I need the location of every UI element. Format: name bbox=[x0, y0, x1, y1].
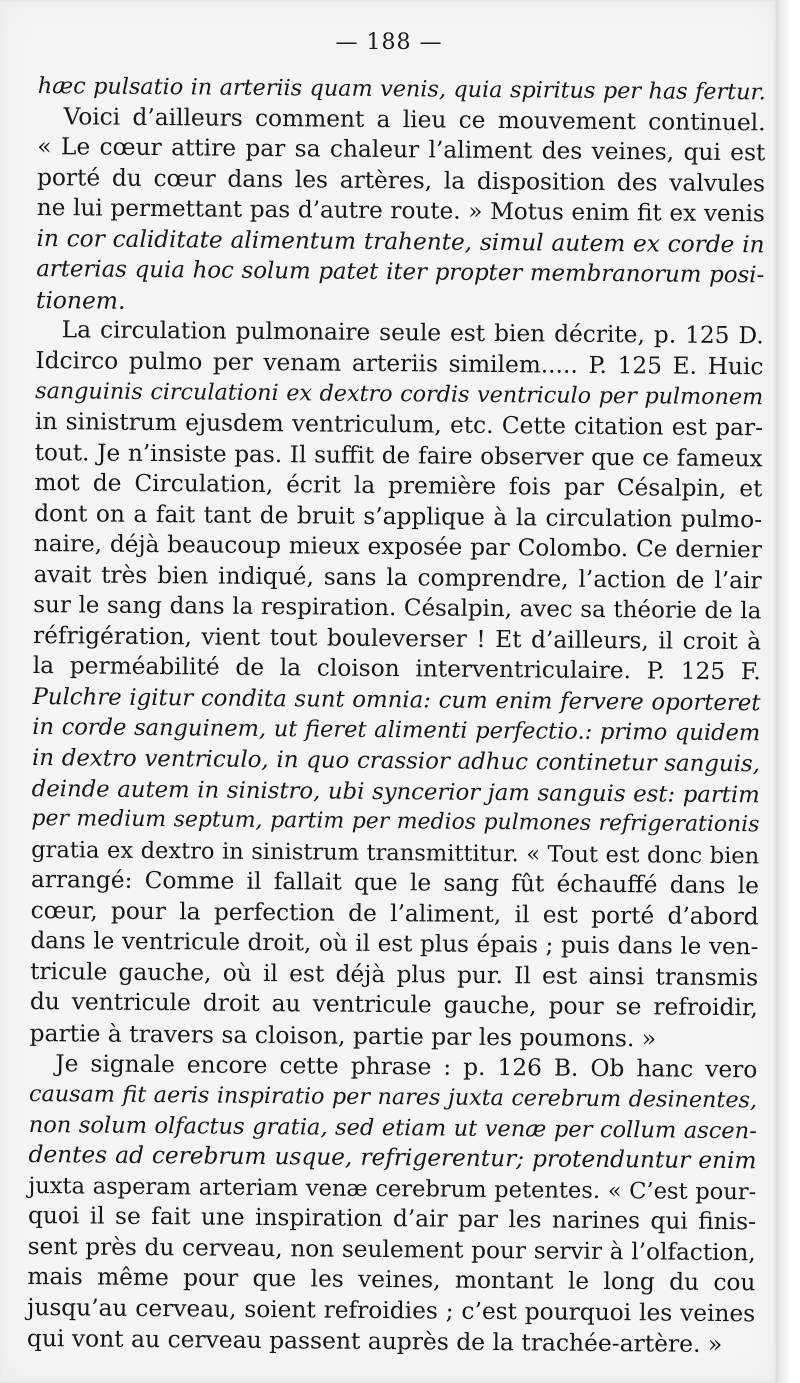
text-line: cœur, pour la perfection de l’aliment, il est porté d’abord bbox=[30, 896, 759, 931]
body-text bbox=[27, 71, 766, 1360]
text-line: Je signale encore cette phrase : p. 126 B. Ob hanc vero bbox=[55, 1049, 758, 1083]
text-line: quoi il se fait une inspiration d’air par les narines qui finis- bbox=[27, 1202, 757, 1236]
text-line: La circulation pulmonaire seule est bien décrite, p. 125 D. bbox=[61, 316, 764, 350]
text-line: deinde autem in sinistro, ubi syncerior jam sanguis est: partim bbox=[31, 775, 760, 808]
text-line: hæc pulsatio in arteriis quam venis, quia spiritus per has fertur. bbox=[37, 72, 766, 106]
text-line: avait très bien indiqué, sans la comprendre, l’action de l’air bbox=[33, 560, 762, 595]
text-line: sanguinis circulationi ex dextro cordis ventriculo per pulmonem bbox=[35, 378, 764, 411]
text-line: sur le sang dans la respiration. Césalpin, avec sa théorie de la bbox=[33, 592, 762, 625]
text-line: réfrigération, vient tout bouleverser ! Et d’ailleurs, il croit à bbox=[32, 621, 762, 656]
text-line: partie à travers sa cloison, partie par les poumons. » bbox=[29, 1018, 657, 1053]
text-line: la perméabilité de la cloison interventriculaire. P. 125 F. bbox=[32, 652, 761, 686]
text-line: in dextro ventriculo, in quo crassior adhuc continetur sanguis, bbox=[31, 745, 761, 778]
text-line: causam fit aeris inspiratio per nares juxta cerebrum desinentes, bbox=[28, 1081, 758, 1114]
text-line: ne lui permettant pas d’autre route. » Motus enim fit ex venis bbox=[36, 195, 765, 228]
text-line: tout. Je n’insiste pas. Il suffit de faire observer que ce fameux bbox=[34, 439, 763, 472]
text-line: Pulchre igitur condita sunt omnia: cum enim fervere oporteret bbox=[32, 683, 761, 717]
text-line: qui vont au cerveau passent auprès de la trachée-artère. » bbox=[26, 1324, 723, 1359]
text-line: arrangé: Comme il fallait que le sang fût échauffé dans le bbox=[30, 866, 760, 900]
text-line: arterias quia hoc solum patet iter propter membranorum posi- bbox=[36, 256, 765, 289]
text-line: in cor caliditate alimentum trahente, simul autem ex corde in bbox=[36, 224, 765, 259]
text-line: « Le cœur attire par sa chaleur l’aliment des veines, qui est bbox=[37, 133, 766, 167]
text-line: dentes ad cerebrum usque, refrigerentur; protenduntur enim bbox=[28, 1141, 757, 1175]
text-line: Voici d’ailleurs comment a lieu ce mouvement continuel. bbox=[63, 102, 766, 136]
text-line: juxta asperam arteriam venæ cerebrum petentes. « C’est pour- bbox=[28, 1172, 757, 1205]
text-line: tionem. bbox=[35, 285, 126, 315]
text-line: in corde sanguinem, ut fieret alimenti perfectio.: primo quidem bbox=[32, 714, 761, 747]
text-line: non solum olfactus gratia, sed etiam ut venæ per collum ascen- bbox=[28, 1111, 757, 1144]
text-line: tricule gauche, où il est déjà plus pur. Il est ainsi transmis bbox=[30, 957, 759, 992]
text-line: dans le ventricule droit, où il est plus épais ; puis dans le ven- bbox=[30, 928, 759, 961]
text-line: du ventricule droit au ventricule gauche, pour se refroidir, bbox=[29, 988, 758, 1022]
page-number: — 188 — bbox=[335, 30, 443, 55]
text-line: naire, déjà beaucoup mieux exposée par Colombo. Ce dernier bbox=[33, 531, 762, 564]
text-line: mot de Circulation, écrit la première fois par Césalpin, et bbox=[34, 469, 763, 503]
text-line: Idcirco pulmo per venam arteriis similem..... P. 125 E. Huic bbox=[35, 346, 764, 381]
text-line: in sinistrum ejusdem ventriculum, etc. Cette citation est par- bbox=[34, 408, 764, 442]
text-line: per medium septum, partim per medios pulmones refrigerationis bbox=[31, 806, 760, 838]
text-line: porté du cœur dans les artères, la disposition des valvules bbox=[36, 163, 766, 197]
text-line: gratia ex dextro in sinistrum transmittitur. « Tout est donc bien bbox=[31, 836, 760, 869]
text-line: dont on a fait tant de bruit s’applique à la circulation pulmo- bbox=[34, 499, 763, 533]
text-line: sent près du cerveau, non seulement pour servir à l’olfaction, bbox=[27, 1233, 756, 1267]
text-line: mais même pour que les veines, montant le long du cou bbox=[27, 1263, 756, 1297]
text-line: jusqu’au cerveau, soient refroidies ; c’est pourquoi les veines bbox=[27, 1293, 756, 1328]
page-edge bbox=[778, 0, 800, 1383]
